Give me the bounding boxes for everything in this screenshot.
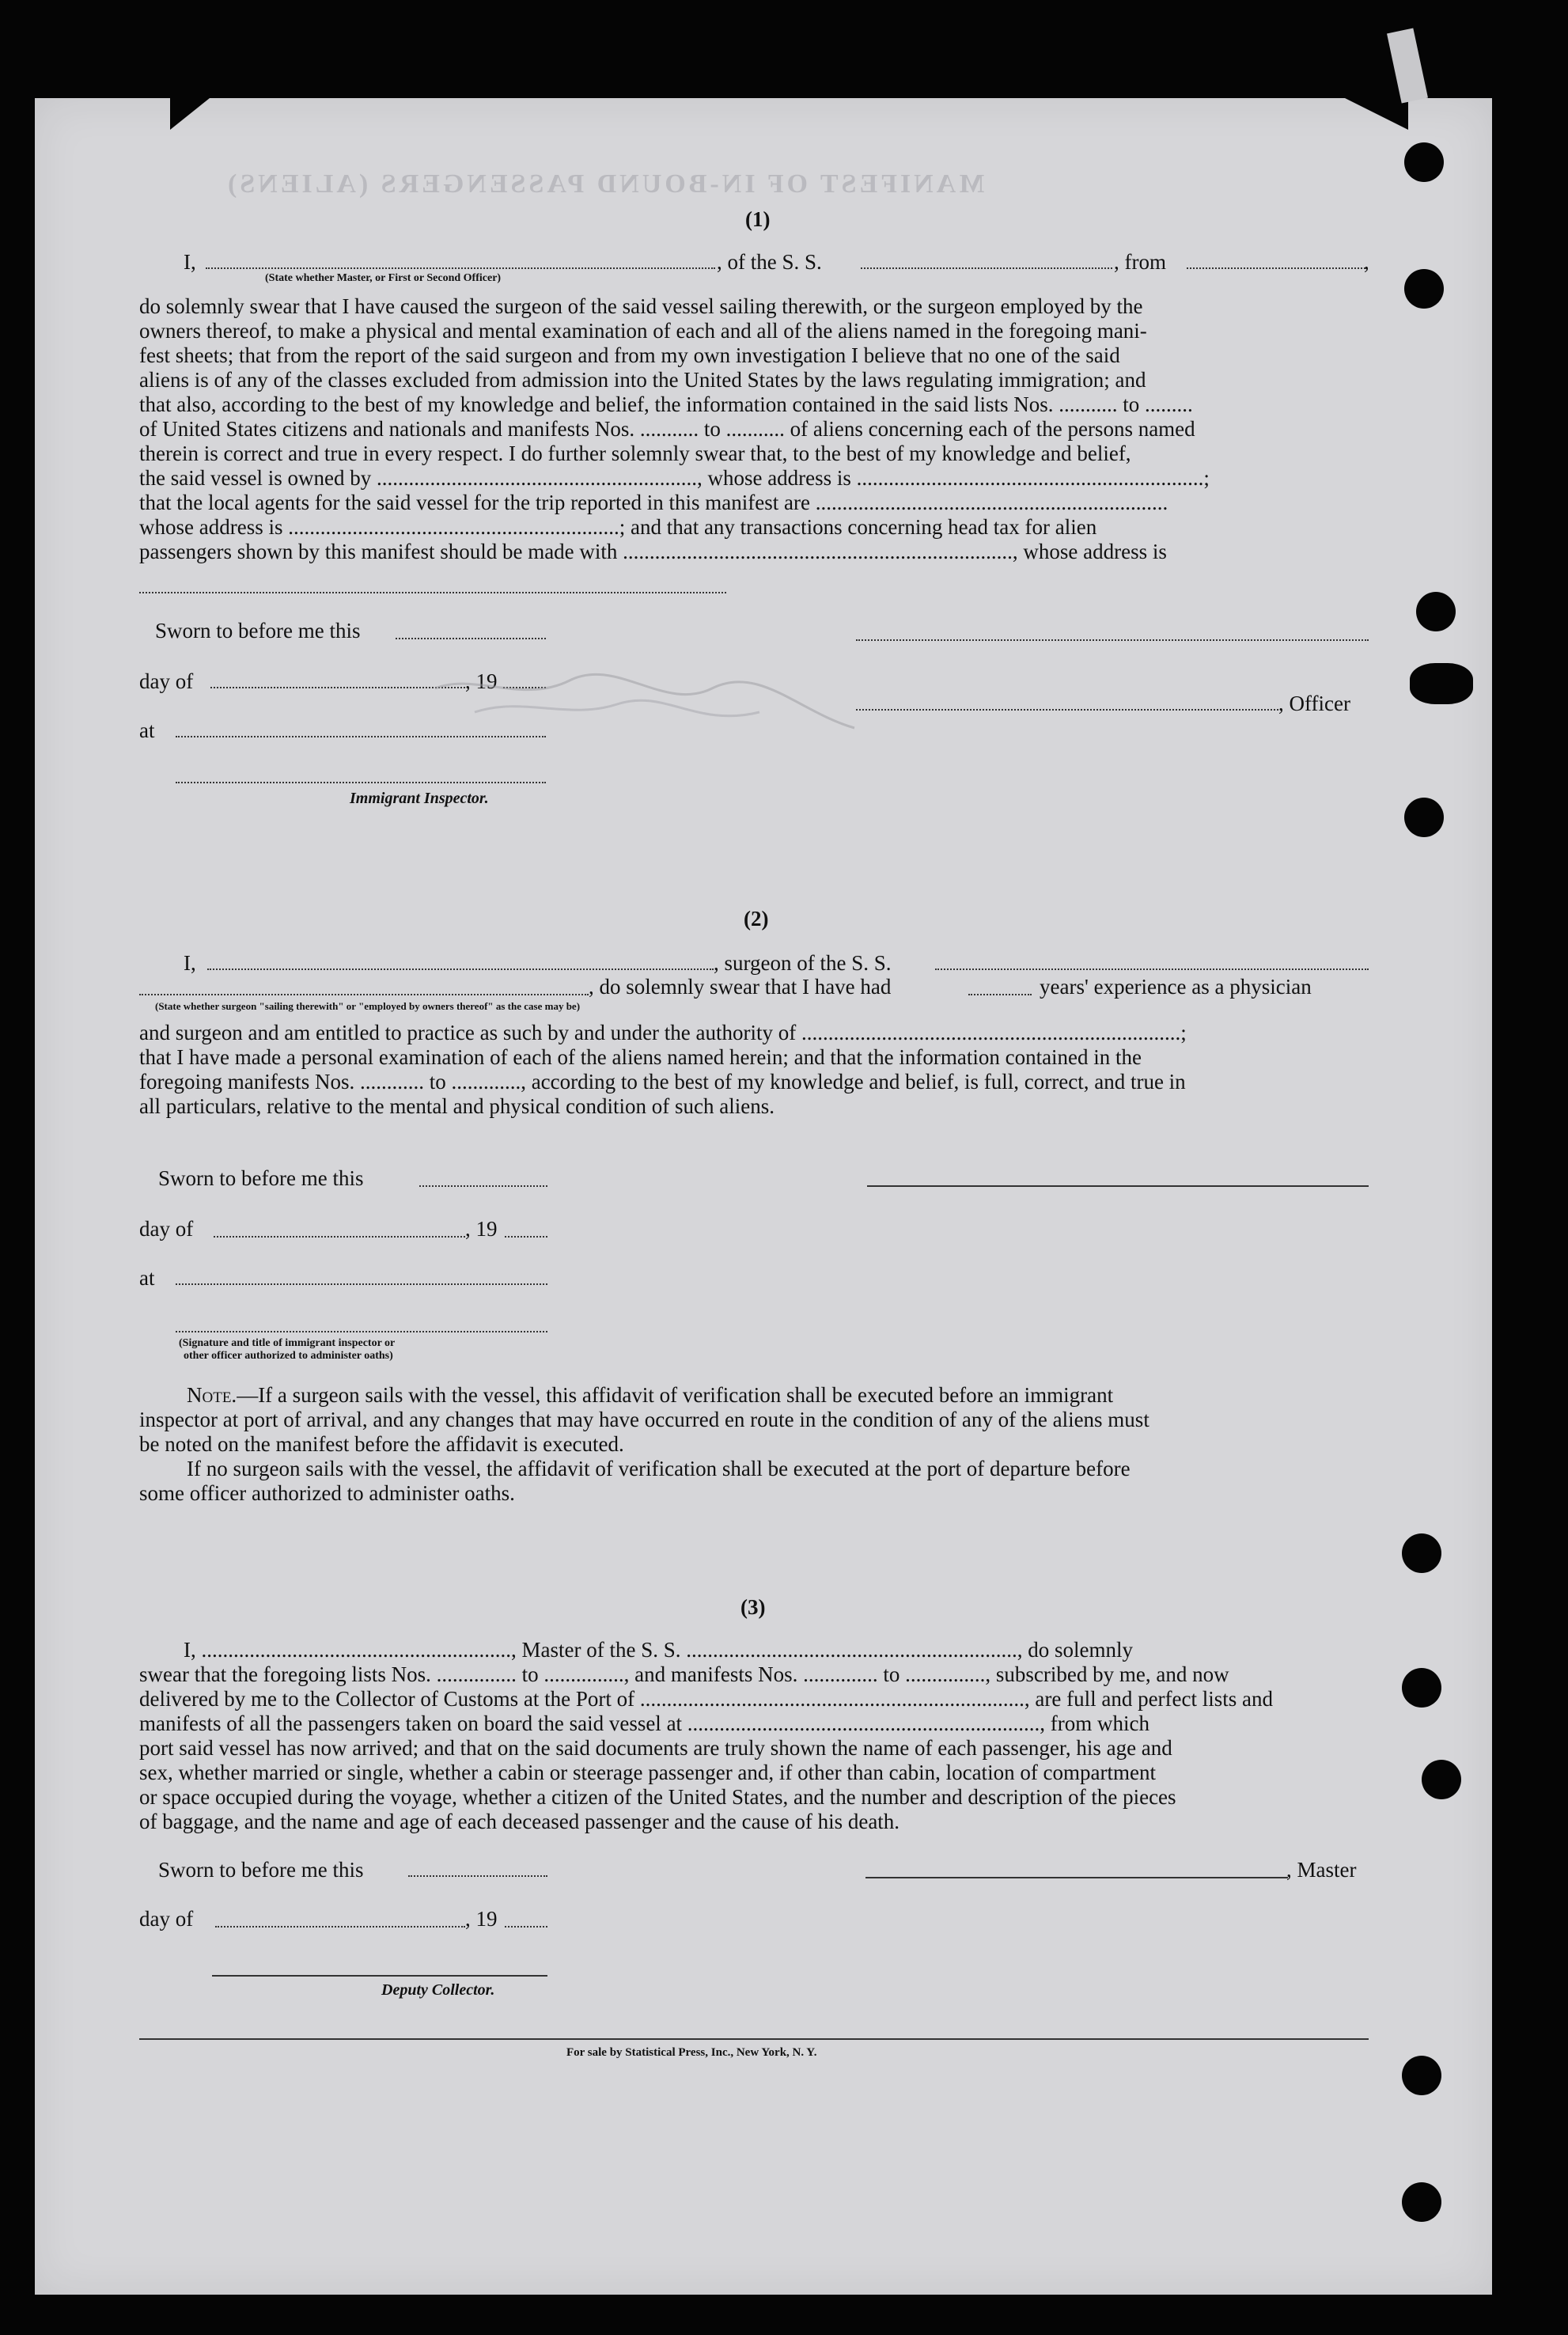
day-of-label: day of xyxy=(139,1217,194,1241)
body-line: all particulars, relative to the mental and physical condition of such aliens. xyxy=(139,1094,775,1118)
body-line: therein is correct and true in every respect. I do further solemnly swear that, to the best of my knowledge and belief, xyxy=(139,442,1131,465)
note-label: Note. xyxy=(187,1383,237,1407)
at-label: at xyxy=(139,718,155,742)
sworn-date-field[interactable] xyxy=(396,638,546,639)
at-place-field[interactable] xyxy=(176,1283,547,1285)
body-line: that the local agents for the said vessel for the trip reported in this manifest are .................................................................. xyxy=(139,491,1168,514)
punch-hole xyxy=(1422,1760,1461,1799)
inspector-signature-field[interactable] xyxy=(176,782,546,783)
sworn-label: Sworn to before me this xyxy=(155,619,361,643)
signature-caption: other officer authorized to administer oaths) xyxy=(184,1350,393,1362)
section-2-heading: (2) xyxy=(744,907,769,931)
note-line: inspector at port of arrival, and any changes that may have occurred en route in the condition of any of the aliens must xyxy=(139,1408,1149,1431)
note-block xyxy=(139,1383,1370,1506)
body-line: do solemnly swear that I have caused the surgeon of the said vessel sailing therewith, or the surgeon employed by the xyxy=(139,294,1143,318)
year-label: , 19 xyxy=(465,1907,498,1931)
punch-hole xyxy=(1402,2182,1441,2222)
stamp-stroke xyxy=(475,700,759,716)
body-line: that I have made a personal examination of each of the aliens named herein; and that the information contained in the xyxy=(139,1045,1142,1069)
inspector-caption: Immigrant Inspector. xyxy=(350,790,489,807)
note-line: some officer authorized to administer oaths. xyxy=(139,1481,515,1505)
agent-address-continuation-field[interactable] xyxy=(139,592,726,593)
collector-signature-field[interactable] xyxy=(212,1975,547,1977)
body-line: owners thereof, to make a physical and mental examination of each and all of the aliens named in the foregoing mani- xyxy=(139,319,1147,343)
officer-signature-line-2[interactable] xyxy=(856,709,1278,711)
section-3-heading: (3) xyxy=(740,1595,766,1619)
body-line: that also, according to the best of my knowledge and belief, the information contained in the said lists Nos. ........... to ......... xyxy=(139,392,1193,416)
body-line: swear that the foregoing lists Nos. ............... to ..............., and manifests Nos. .............. to ..............., subscribed by me, and now xyxy=(139,1662,1229,1686)
body-line: sex, whether married or single, whether a cabin or steerage passenger and, if other than cabin, location of compartment xyxy=(139,1761,1157,1784)
punch-hole xyxy=(1402,1533,1441,1573)
punch-hole xyxy=(1416,592,1456,631)
body-line: the said vessel is owned by ............................................................, whose address is .................................................................; xyxy=(139,466,1210,490)
punch-hole xyxy=(1404,142,1444,182)
surgeon-caption: (State whether surgeon "sailing therewith" or "employed by owners thereof" as the case may be) xyxy=(155,1000,581,1012)
vessel-name-field[interactable] xyxy=(861,267,1112,269)
surgeon-name-field[interactable] xyxy=(207,968,714,970)
sworn-date-field[interactable] xyxy=(408,1875,547,1877)
administering-officer-field[interactable] xyxy=(176,1331,547,1332)
at-label: at xyxy=(139,1266,155,1290)
torn-corner xyxy=(1345,98,1408,130)
sworn-date-field[interactable] xyxy=(419,1185,547,1187)
body-line: aliens is of any of the classes excluded from admission into the United States by the laws regulating immigration; and xyxy=(139,368,1146,392)
officer-i-label: I, xyxy=(184,250,196,274)
body-line: port said vessel has now arrived; and that on the said documents are truly shown the name of each passenger, his age and xyxy=(139,1736,1172,1760)
year-label: , 19 xyxy=(465,669,498,693)
body-line: and surgeon and am entitled to practice as such by and under the authority of .......................................................................; xyxy=(139,1021,1187,1044)
punch-hole xyxy=(1404,269,1444,309)
body-line: whose address is ..............................................................; and that any transactions concerning head tax for alien xyxy=(139,515,1097,539)
body-line: or space occupied during the voyage, whether a citizen of the United States, and the number and description of the pieces xyxy=(139,1785,1176,1809)
master-signature-field[interactable] xyxy=(865,1877,1288,1878)
punch-hole xyxy=(1410,663,1473,704)
surgeon-vessel-field[interactable] xyxy=(935,968,1369,970)
surgeon-status-field[interactable] xyxy=(139,994,589,995)
note-line: —If a surgeon sails with the vessel, this affidavit of verification shall be executed before an immigrant xyxy=(237,1383,1114,1407)
sworn-label: Sworn to before me this xyxy=(158,1166,364,1190)
from-port-field[interactable] xyxy=(1187,267,1365,269)
officer-name-field[interactable] xyxy=(206,267,715,269)
body-line: passengers shown by this manifest should be made with ........................................................................., whose address is xyxy=(139,540,1167,563)
years-experience-label: years' experience as a physician xyxy=(1040,975,1312,999)
day-field[interactable] xyxy=(215,1926,465,1928)
surgeon-i-label: I, xyxy=(184,951,196,975)
punch-hole xyxy=(1404,798,1444,837)
year-field[interactable] xyxy=(505,1236,547,1238)
line-end-comma: , xyxy=(1364,250,1369,274)
torn-corner xyxy=(170,98,210,130)
body-line: delivered by me to the Collector of Customs at the Port of ........................................................................, are full and perfect lists and xyxy=(139,1687,1274,1711)
of-ss-label: , of the S. S. xyxy=(717,250,822,274)
body-line: of baggage, and the name and age of each deceased passenger and the cause of his death. xyxy=(139,1810,900,1833)
officer-label: , Officer xyxy=(1278,692,1350,715)
note-line: be noted on the manifest before the affidavit is executed. xyxy=(139,1432,624,1456)
sworn-label: Sworn to before me this xyxy=(158,1858,364,1882)
year-field[interactable] xyxy=(505,1926,547,1928)
day-field[interactable] xyxy=(214,1236,465,1238)
body-line: I, .........................................................., Master of the S. S. .............................................................., do solemnly xyxy=(184,1638,1133,1662)
punch-hole xyxy=(1402,1668,1441,1708)
body-line: fest sheets; that from the report of the said surgeon and from my own investigation I believe that no one of the said xyxy=(139,343,1120,367)
note-line: If no surgeon sails with the vessel, the affidavit of verification shall be executed at the port of departure before xyxy=(187,1457,1131,1480)
officer-caption: (State whether Master, or First or Second Officer) xyxy=(265,272,502,284)
officer-signature-line-1[interactable] xyxy=(856,639,1369,641)
master-label: , Master xyxy=(1286,1858,1357,1882)
footer-rule xyxy=(139,2038,1369,2040)
years-field[interactable] xyxy=(968,994,1032,995)
collector-caption: Deputy Collector. xyxy=(381,1981,495,1999)
signature-caption: (Signature and title of immigrant inspector or xyxy=(179,1337,396,1349)
faded-stamp-mark xyxy=(427,657,870,744)
body-line: manifests of all the passengers taken on board the said vessel at .................................................................., from which xyxy=(139,1711,1150,1735)
section-2-body xyxy=(139,1021,1370,1119)
body-line: foregoing manifests Nos. ............ to ............., according to the best of my knowledge and belief, is full, correct, and true in xyxy=(139,1070,1186,1094)
day-of-label: day of xyxy=(139,1907,194,1931)
surgeon-signature-field[interactable] xyxy=(867,1185,1369,1187)
do-swear-label: , do solemnly swear that I have had xyxy=(589,975,892,999)
from-label: , from xyxy=(1114,250,1166,274)
section-3-body xyxy=(139,1638,1370,1834)
surgeon-of-ss-label: , surgeon of the S. S. xyxy=(714,951,892,975)
day-of-label: day of xyxy=(139,669,194,693)
footer-imprint: For sale by Statistical Press, Inc., New York, N. Y. xyxy=(566,2046,817,2059)
punch-hole xyxy=(1402,2056,1441,2095)
year-label: , 19 xyxy=(465,1217,498,1241)
section-1-body xyxy=(139,294,1370,564)
bleed-through-text: MANIFEST OF IN-BOUND PASSENGERS (ALIENS) xyxy=(225,169,985,199)
section-1-heading: (1) xyxy=(745,207,771,231)
body-line: of United States citizens and nationals and manifests Nos. ........... to ........... of aliens concerning each of the persons named xyxy=(139,417,1195,441)
